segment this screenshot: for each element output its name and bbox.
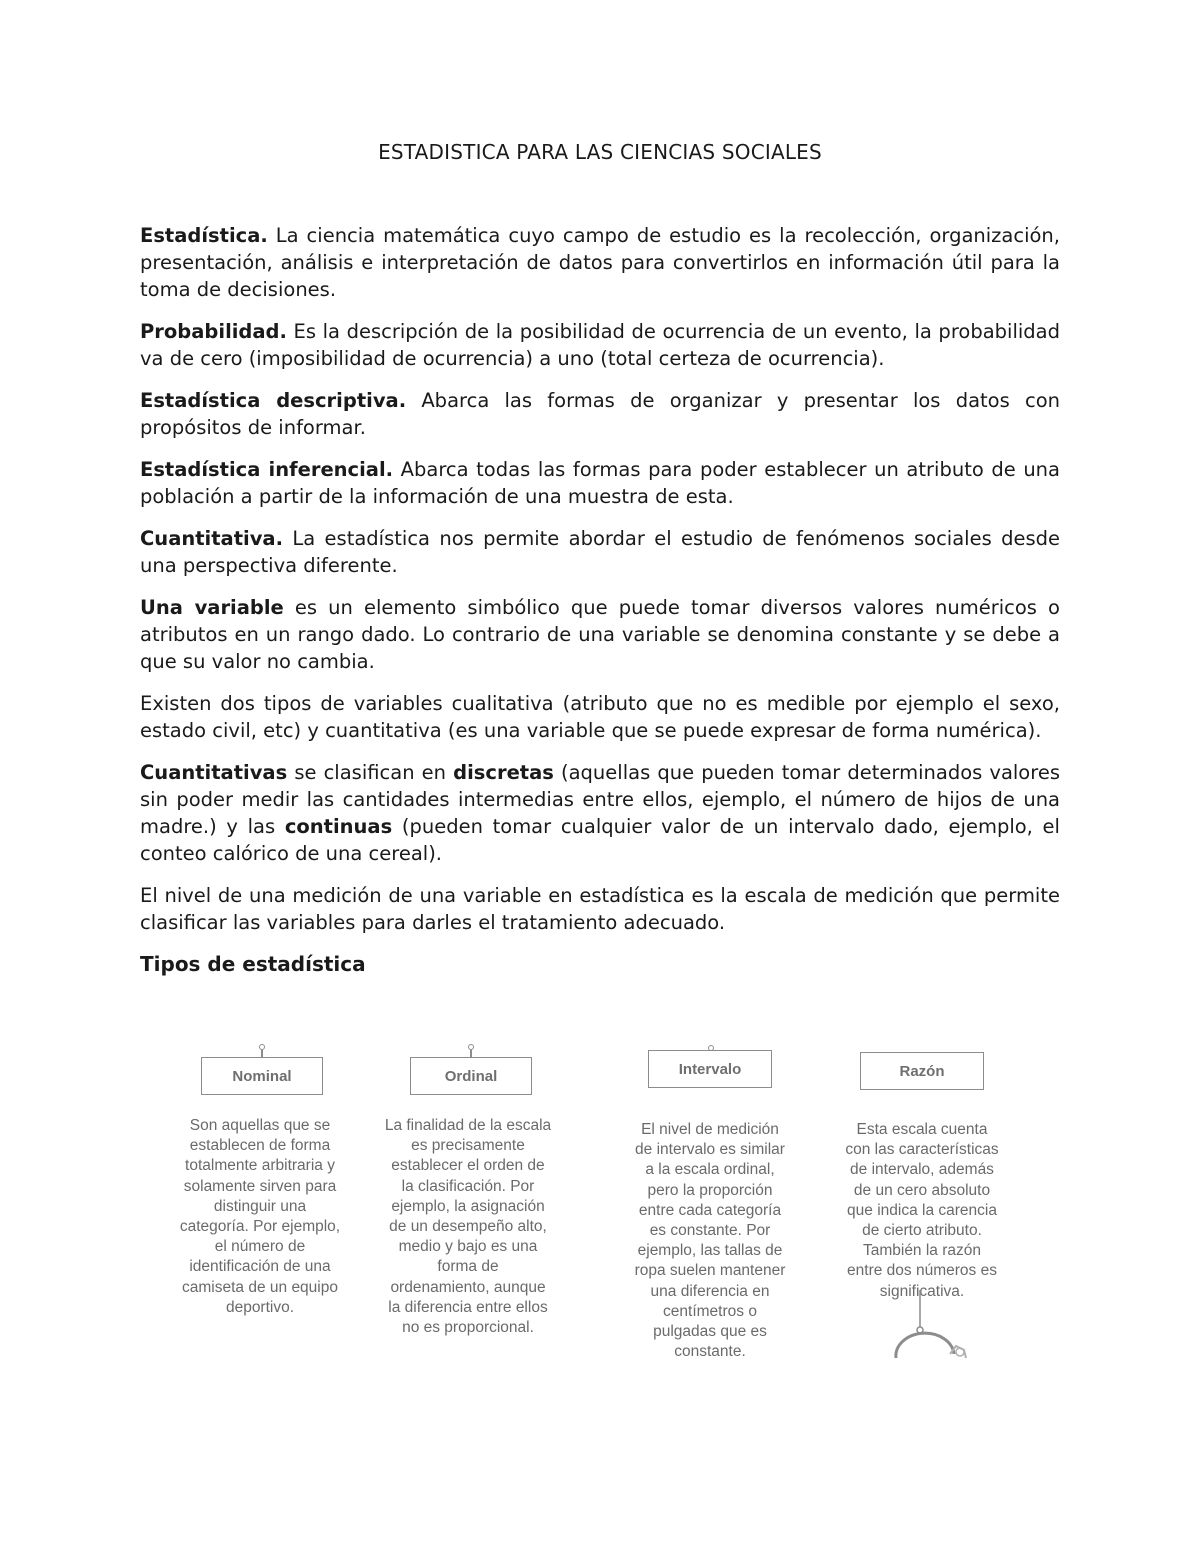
description-line: a la escala ordinal, bbox=[645, 1161, 775, 1179]
description-line: es precisamente bbox=[411, 1137, 525, 1155]
definition: Abarca las formas de organizar y presentar los datos con propósitos de informar. bbox=[140, 389, 1061, 439]
paragraph-estadistica-inferencial bbox=[140, 456, 1060, 510]
scale-label-box: Intervalo bbox=[648, 1050, 772, 1088]
description-line: También la razón bbox=[862, 1242, 982, 1260]
description-line: con las características bbox=[845, 1141, 999, 1159]
description-line: establecer el orden de bbox=[391, 1157, 545, 1175]
scale-label-box: Razón bbox=[860, 1052, 984, 1090]
term: Estadística descriptiva. bbox=[140, 389, 407, 412]
scale-description bbox=[822, 1120, 1022, 1302]
paragraph-cuantitativa bbox=[140, 525, 1060, 579]
document-title: ESTADISTICA PARA LAS CIENCIAS SOCIALES bbox=[378, 140, 822, 164]
description-line: distinguir una bbox=[213, 1197, 307, 1215]
description-line: constante. bbox=[674, 1343, 746, 1361]
text-segment: se clasifican en bbox=[287, 761, 454, 784]
description-line: solamente sirven para bbox=[183, 1177, 337, 1195]
term: Estadística. bbox=[140, 224, 268, 247]
term: Una variable bbox=[140, 596, 284, 619]
definition: es un elemento simbólico que puede tomar diversos valores numéricos o atributos en un rango dado. Lo contrario de una variable se denomina constante y se debe a que su valor no cambia. bbox=[140, 596, 1060, 673]
section-heading: Tipos de estadística bbox=[140, 952, 366, 976]
term-continuas: continuas bbox=[284, 815, 393, 838]
description-line: Son aquellas que se bbox=[189, 1117, 331, 1134]
definition: La ciencia matemática cuyo campo de estudio es la recolección, organización, presentación, análisis e interpretación de datos para convertirlos en información útil para la toma de decisiones. bbox=[140, 224, 1060, 301]
text-segment: (aquellas que pueden tomar determinados valores sin poder medir las cantidades intermedias entre ellos, ejemplo, el número de hijos de una madre.) y las bbox=[140, 761, 1060, 838]
description-line: es constante. Por bbox=[649, 1222, 771, 1240]
term: Estadística inferencial. bbox=[140, 458, 394, 481]
description-line: identificación de una bbox=[189, 1258, 331, 1276]
scale-label-box: Ordinal bbox=[410, 1057, 532, 1095]
description-line: establecen de forma bbox=[189, 1137, 331, 1155]
description-line: La finalidad de la escala bbox=[384, 1117, 552, 1134]
paragraph-estadistica-descriptiva bbox=[140, 387, 1060, 441]
document-body bbox=[140, 222, 1060, 978]
paragraph-probabilidad bbox=[140, 318, 1060, 372]
term: Probabilidad. bbox=[140, 320, 287, 343]
definition: Abarca todas las formas para poder establecer un atributo de una población a partir de la información de una muestra de esta. bbox=[140, 458, 1060, 508]
description-line: camiseta de un equipo bbox=[182, 1278, 338, 1296]
description-line: categoría. Por ejemplo, bbox=[179, 1218, 341, 1236]
description-line: no es proporcional. bbox=[402, 1319, 534, 1337]
description-line: una diferencia en bbox=[650, 1282, 770, 1300]
description-line: de un cero absoluto bbox=[853, 1181, 991, 1199]
scale-label-box: Nominal bbox=[201, 1057, 323, 1095]
paragraph-estadistica bbox=[140, 222, 1060, 303]
definition: La estadística nos permite abordar el estudio de fenómenos sociales desde una perspectiva diferente. bbox=[140, 527, 1060, 577]
description-line: significativa. bbox=[879, 1282, 965, 1300]
description-line: pulgadas que es bbox=[653, 1323, 767, 1341]
description-line: la diferencia entre ellos bbox=[388, 1298, 548, 1316]
description-line: forma de bbox=[437, 1258, 499, 1276]
description-line: de un desempeño alto, bbox=[389, 1218, 547, 1236]
text-segment: (pueden tomar cualquier valor de un intervalo dado, ejemplo, el conteo calórico de una cereal). bbox=[140, 815, 1060, 865]
description-line: ejemplo, las tallas de bbox=[637, 1242, 783, 1260]
paragraph-tipos-variables: Existen dos tipos de variables cualitativa (atributo que no es medible por ejemplo el sexo, estado civil, etc) y cuantitativa (es una variable que se puede expresar de forma numérica). bbox=[140, 692, 1060, 742]
description-line: medio y bajo es una bbox=[398, 1238, 538, 1256]
description-line: el número de bbox=[214, 1238, 306, 1256]
description-line: Esta escala cuenta bbox=[856, 1121, 988, 1138]
scale-description bbox=[610, 1120, 810, 1362]
paragraph-cuantitativas bbox=[140, 759, 1060, 867]
term-discretas: discretas bbox=[453, 761, 554, 784]
measurement-scales-diagram bbox=[160, 1040, 1040, 1370]
description-line: de intervalo, además bbox=[850, 1161, 994, 1179]
description-line: pero la proporción bbox=[647, 1181, 773, 1199]
description-line: ordenamiento, aunque bbox=[390, 1278, 546, 1296]
description-line: de intervalo es similar bbox=[635, 1141, 785, 1159]
description-line: deportivo. bbox=[225, 1298, 295, 1316]
description-line: totalmente arbitraria y bbox=[185, 1157, 335, 1175]
gauge-decoration-icon bbox=[892, 1288, 1012, 1360]
description-line: ejemplo, la asignación bbox=[391, 1197, 545, 1215]
description-line: centímetros o bbox=[663, 1302, 757, 1320]
scale-description bbox=[368, 1116, 568, 1338]
scale-description bbox=[160, 1116, 360, 1318]
description-line: ropa suelen mantener bbox=[634, 1262, 786, 1280]
description-line: entre dos números es bbox=[847, 1262, 997, 1280]
description-line: entre cada categoría bbox=[638, 1201, 782, 1219]
definition: Es la descripción de la posibilidad de ocurrencia de un evento, la probabilidad va de cero (imposibilidad de ocurrencia) a uno (total certeza de ocurrencia). bbox=[140, 320, 1060, 370]
description-line: la clasificación. Por bbox=[401, 1177, 535, 1195]
term: Cuantitativas bbox=[140, 761, 288, 784]
paragraph-nivel-medicion: El nivel de una medición de una variable en estadística es la escala de medición que permite clasificar las variables para darles el tratamiento adecuado. bbox=[140, 884, 1060, 934]
paragraph-variable bbox=[140, 594, 1060, 675]
description-line: que indica la carencia bbox=[847, 1201, 997, 1219]
description-line: El nivel de medición bbox=[641, 1121, 779, 1138]
description-line: de cierto atributo. bbox=[862, 1222, 982, 1240]
term: Cuantitativa. bbox=[140, 527, 284, 550]
